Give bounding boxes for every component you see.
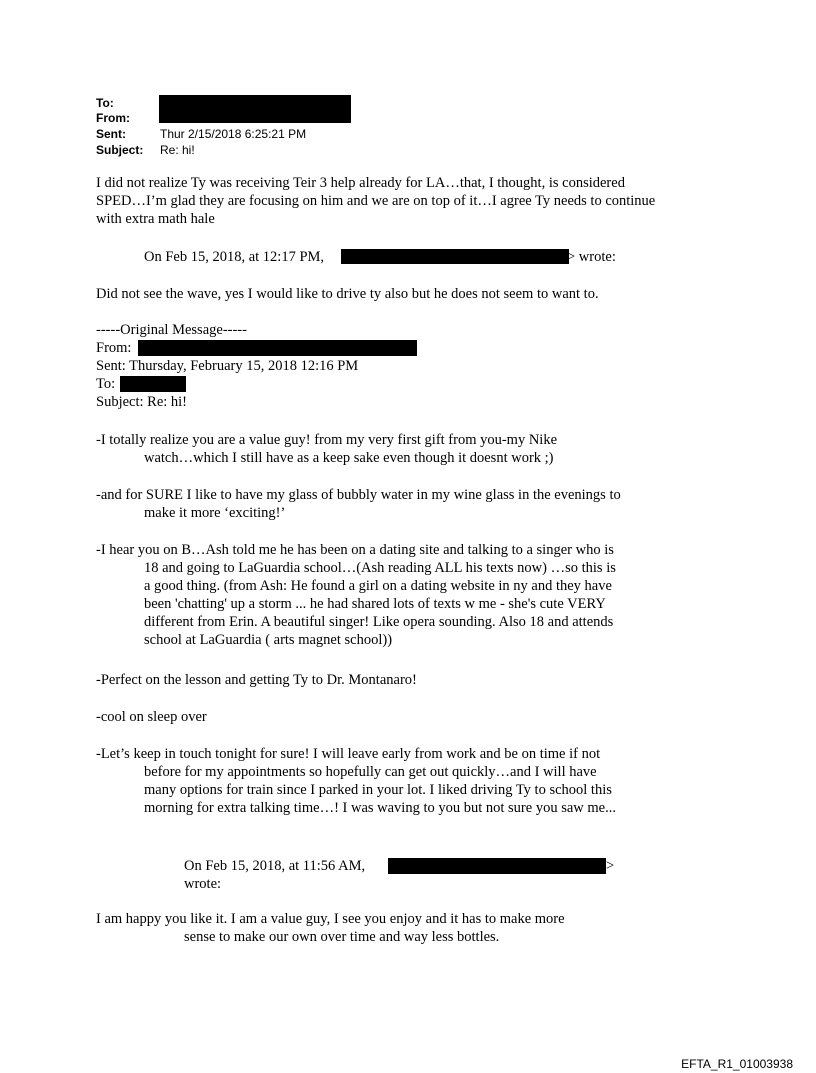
orig-to-label: To: [96, 376, 116, 392]
bullet6-line1: -Let’s keep in touch tonight for sure! I will leave early from work and be on time if not [96, 746, 601, 762]
quote2-prefix: On Feb 15, 2018, at 11:56 AM, [184, 858, 366, 874]
para1-line1: I did not realize Ty was receiving Teir 3 help already for LA…that, I thought, is considered [96, 175, 625, 191]
redacted-to-block [159, 95, 351, 123]
bullet2-line2: make it more ‘exciting!’ [144, 505, 286, 521]
redacted-orig-to [120, 376, 186, 392]
para1-line3: with extra math hale [96, 211, 215, 227]
bullet3-line2: 18 and going to LaGuardia school…(Ash reading ALL his texts now) …so this is [144, 560, 616, 576]
bullet3-line4: been 'chatting' up a storm ... he had shared lots of texts w me - she's cute VERY [144, 596, 606, 612]
orig-sent: Sent: Thursday, February 15, 2018 12:16 PM [96, 358, 359, 374]
sent-value: Thur 2/15/2018 6:25:21 PM [160, 127, 307, 141]
quote2-suffix: > [606, 858, 615, 874]
bullet5: -cool on sleep over [96, 709, 207, 725]
bullet1-line1: -I totally realize you are a value guy! from my very first gift from you-my Nike [96, 432, 558, 448]
bullet3-line5: different from Erin. A beautiful singer! Like opera sounding. Also 18 and attends [144, 614, 614, 630]
bullet6-line3: many options for train since I parked in your lot. I liked driving Ty to school this [144, 782, 612, 798]
bullet3-line1: -I hear you on B…Ash told me he has been on a dating site and talking to a singer who is [96, 542, 614, 558]
document-id: EFTA_R1_01003938 [681, 1057, 793, 1071]
redacted-orig-from [138, 340, 417, 356]
quote1-prefix: On Feb 15, 2018, at 12:17 PM, [144, 249, 325, 265]
bullet6-line4: morning for extra talking time…! I was waving to you but not sure you saw me... [144, 800, 616, 816]
bullet3-line3: a good thing. (from Ash: He found a girl on a dating website in ny and they have [144, 578, 612, 594]
sent-label: Sent: [96, 127, 126, 141]
quote2-line2: wrote: [184, 876, 222, 892]
bullet1-line2: watch…which I still have as a keep sake even though it doesnt work ;) [144, 450, 554, 466]
redacted-email-1 [341, 249, 569, 264]
original-message-title: -----Original Message----- [96, 322, 247, 338]
from-label: From: [96, 111, 130, 125]
para3-line1: I am happy you like it. I am a value guy, I see you enjoy and it has to make more [96, 911, 565, 927]
bullet6-line2: before for my appointments so hopefully can get out quickly…and I will have [144, 764, 597, 780]
para2: Did not see the wave, yes I would like to drive ty also but he does not seem to want to. [96, 286, 599, 302]
orig-from-label: From: [96, 340, 132, 356]
subject-value: Re: hi! [160, 143, 195, 157]
to-label: To: [96, 96, 114, 110]
bullet3-line6: school at LaGuardia ( arts magnet school)) [144, 632, 393, 648]
subject-label: Subject: [96, 143, 144, 157]
orig-subject: Subject: Re: hi! [96, 394, 188, 410]
para3-line2: sense to make our own over time and way less bottles. [184, 929, 500, 945]
bullet2-line1: -and for SURE I like to have my glass of bubbly water in my wine glass in the evenings to [96, 487, 621, 503]
redacted-email-2 [388, 858, 606, 874]
bullet4: -Perfect on the lesson and getting Ty to Dr. Montanaro! [96, 672, 417, 688]
quote1-suffix: > wrote: [567, 249, 616, 265]
para1-line2: SPED…I’m glad they are focusing on him and we are on top of it…I agree Ty needs to continue [96, 193, 656, 209]
